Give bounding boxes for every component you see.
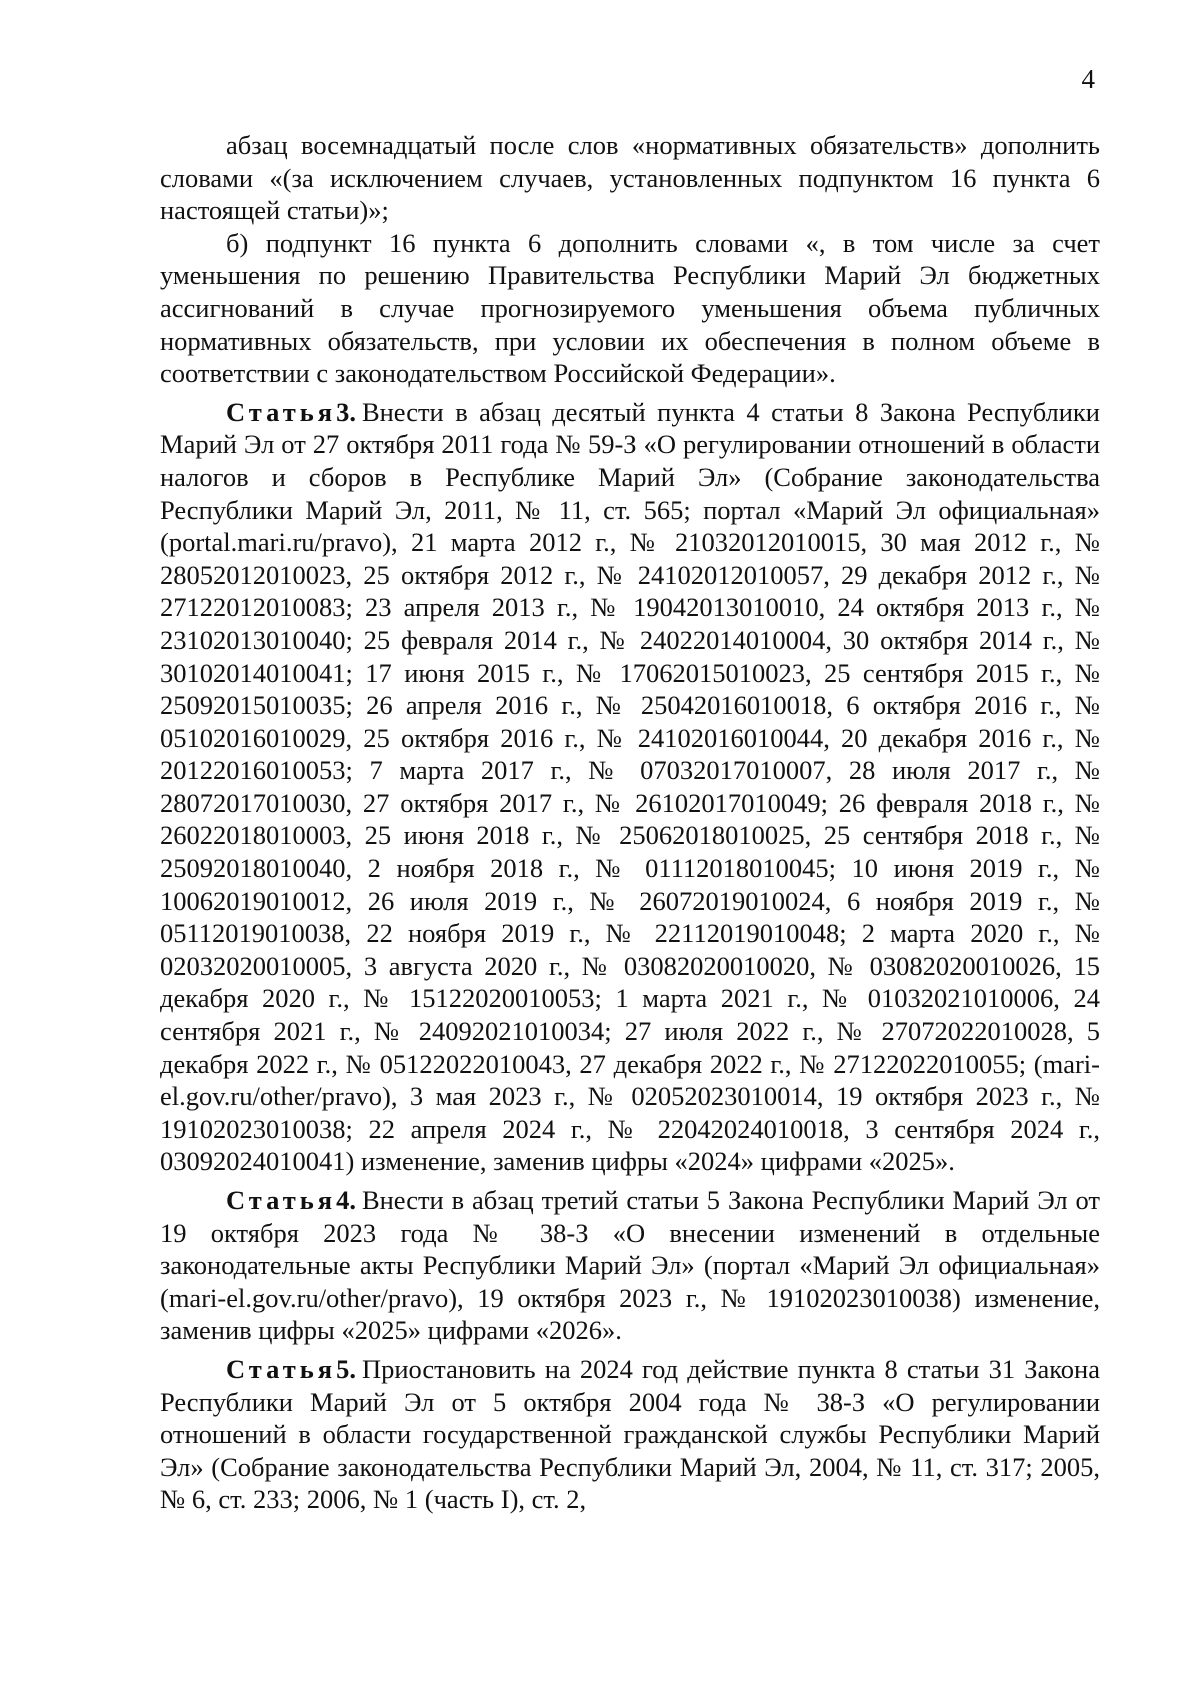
page-number: 4: [1081, 64, 1095, 94]
article-3-text: Внести в абзац десятый пункта 4 статьи 8 Закона Республики Марий Эл от 27 октября 2011 года № 59-З «О регулировании отношений в области налогов и сборов в Республике Марий Эл» (Собрание законодательства Республики Марий Эл, 2011, № 11, ст. 565; портал «Марий Эл официальная» (portal.mari.ru/pravo), 21 марта 2012 г., № 21032012010015, 30 мая 2012 г., № 28052012010023, 25 октября 2012 г., № 24102012010057, 29 декабря 2012 г., № 27122012010083; 23 апреля 2013 г., № 19042013010010, 24 октября 2013 г., № 23102013010040; 25 февраля 2014 г., № 24022014010004, 30 октября 2014 г., № 30102014010041; 17 июня 2015 г., № 17062015010023, 25 сентября 2015 г., № 25092015010035; 26 апреля 2016 г., № 25042016010018, 6 октября 2016 г., № 05102016010029, 25 октября 2016 г., № 24102016010044, 20 декабря 2016 г., № 20122016010053; 7 марта 2017 г., № 07032017010007, 28 июля 2017 г., № 28072017010030, 27 октября 2017 г., № 26102017010049; 26 февраля 2018 г., № 26022018010003, 25 июня 2018 г., № 25062018010025, 25 сентября 2018 г., № 25092018010040, 2 ноября 2018 г., № 01112018010045; 10 июня 2019 г., № 10062019010012, 26 июля 2019 г., № 26072019010024, 6 ноября 2019 г., № 05112019010038, 22 ноября 2019 г., № 22112019010048; 2 марта 2020 г., № 02032020010005, 3 августа 2020 г., № 03082020010020, № 03082020010026, 15 декабря 2020 г., № 15122020010053; 1 марта 2021 г., № 01032021010006, 24 сентября 2021 г., № 24092021010034; 27 июля 2022 г., № 27072022010028, 5 декабря 2022 г., № 05122022010043, 27 декабря 2022 г., № 27122022010055; (mari-el.gov.ru/other/pravo), 3 мая 2023 г., № 02052023010014, 19 октября 2023 г., № 19102023010038; 22 апреля 2024 г., № 22042024010018, 3 сентября 2024 г., 03092024010041) изменение, заменив цифры «2024» цифрами «2025».: [160, 396, 1100, 1177]
article-4-number: 4.: [336, 1185, 356, 1215]
article-5: [160, 1353, 1100, 1516]
article-3-label: Статья: [226, 396, 337, 427]
article-4-text: Внести в абзац третий статьи 5 Закона Республики Марий Эл от 19 октября 2023 года № 38-З «О внесении изменений в отдельные законодательные акты Республики Марий Эл» (портал «Марий Эл официальная» (mari-el.gov.ru/other/pravo), 19 октября 2023 г., № 19102023010038) изменение, заменив цифры «2025» цифрами «2026».: [160, 1185, 1100, 1346]
paragraph-2: б) подпункт 16 пункта 6 дополнить словами «, в том числе за счет уменьшения по решению Правительства Республики Марий Эл бюджетных ассигнований в случае прогнозируемого уменьшения объема публичных нормативных обязательств, при условии их обеспечения в полном объеме в соответствии с законодательством Российской Федерации».: [160, 227, 1100, 389]
article-5-number: 5.: [336, 1353, 356, 1384]
paragraph-1: абзац восемнадцатый после слов «нормативных обязательств» дополнить словами «(за исключением случаев, установленных подпунктом 16 пункта 6 настоящей статьи)»;: [160, 130, 1100, 226]
article-5-label: Статья: [226, 1353, 337, 1384]
article-5-text: Приостановить на 2024 год действие пункта 8 статьи 31 Закона Республики Марий Эл от 5 октября 2004 года № 38-З «О регулировании отношений в области государственной гражданской службы Республики Марий Эл» (Собрание законодательства Республики Марий Эл, 2004, № 11, ст. 317; 2005, № 6, ст. 233; 2006, № 1 (часть I), ст. 2,: [160, 1353, 1100, 1515]
article-3-number: 3.: [336, 396, 356, 427]
document-body: [160, 129, 1100, 1522]
article-3: [160, 396, 1100, 1178]
article-4: [160, 1184, 1100, 1347]
article-4-label: Статья: [226, 1185, 337, 1215]
